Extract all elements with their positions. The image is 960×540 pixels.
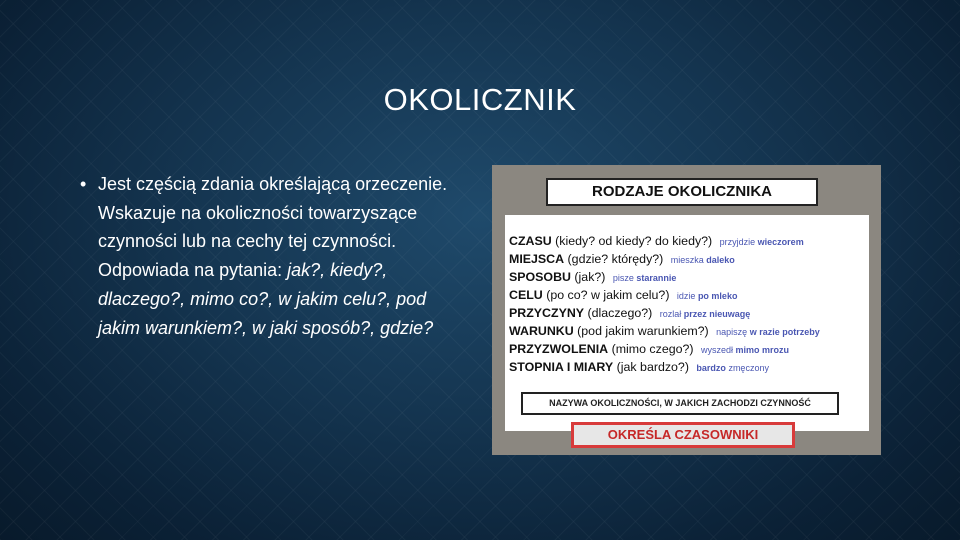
bullet-text [98, 170, 470, 342]
bullet-definition: Jest częścią zdania określającą orzeczenie. Wskazuje na okoliczności towarzyszące czynności lub na cechy tej czynności. Odpowiada na pytania: [98, 174, 448, 281]
type-example: wyszedł mimo mrozu [700, 345, 790, 355]
type-name: PRZYCZYNY [509, 306, 585, 320]
adverbial-types-image [492, 165, 881, 455]
bullet-questions: jak?, kiedy?, dlaczego?, mimo co?, w jakim celu?, pod jakim warunkiem?, w jaki sposób?, gdzie? [98, 260, 434, 338]
slide-title: OKOLICZNIK [383, 82, 577, 117]
type-row-celu [509, 288, 737, 302]
bullet-point [80, 170, 470, 342]
bullet-marker: • [80, 174, 87, 194]
type-question: (jak?) [574, 270, 606, 284]
type-question: (dlaczego?) [587, 306, 653, 320]
type-question: (jak bardzo?) [616, 360, 689, 374]
type-example: przyjdzie wieczorem [719, 237, 804, 247]
type-name: SPOSOBU [509, 270, 571, 284]
type-row-sposobu [509, 270, 676, 284]
type-row-przyzwolenia [509, 342, 789, 356]
type-name: WARUNKU [509, 324, 574, 338]
type-name: PRZYZWOLENIA [509, 342, 609, 356]
type-question: (gdzie? którędy?) [567, 252, 664, 266]
type-row-miejsca [509, 252, 735, 266]
type-example: bardzo zmęczony [696, 363, 769, 373]
type-name: MIEJSCA [509, 252, 565, 266]
type-example: rozlał przez nieuwagę [659, 309, 751, 319]
modifies-verbs-box: OKREŚLA CZASOWNIKI [571, 422, 795, 448]
type-question: (po co? w jakim celu?) [546, 288, 670, 302]
type-question: (mimo czego?) [611, 342, 694, 356]
type-example: mieszka daleko [670, 255, 735, 265]
type-name: CZASU [509, 234, 552, 248]
type-row-warunku [509, 324, 820, 338]
type-question: (kiedy? od kiedy? do kiedy?) [555, 234, 713, 248]
type-name: STOPNIA I MIARY [509, 360, 614, 374]
type-row-stopnia-i-miary [509, 360, 769, 374]
type-row-przyczyny [509, 306, 750, 320]
type-name: CELU [509, 288, 543, 302]
type-example: pisze starannie [612, 273, 677, 283]
names-circumstances-box: NAZYWA OKOLICZNOŚCI, W JAKICH ZACHODZI CZYNNOŚĆ [521, 392, 839, 415]
panel-title: RODZAJE OKOLICZNIKA [546, 178, 818, 206]
type-question: (pod jakim warunkiem?) [577, 324, 709, 338]
type-row-czasu [509, 234, 804, 248]
type-example: idzie po mleko [676, 291, 738, 301]
type-example: napiszę w razie potrzeby [716, 327, 820, 337]
